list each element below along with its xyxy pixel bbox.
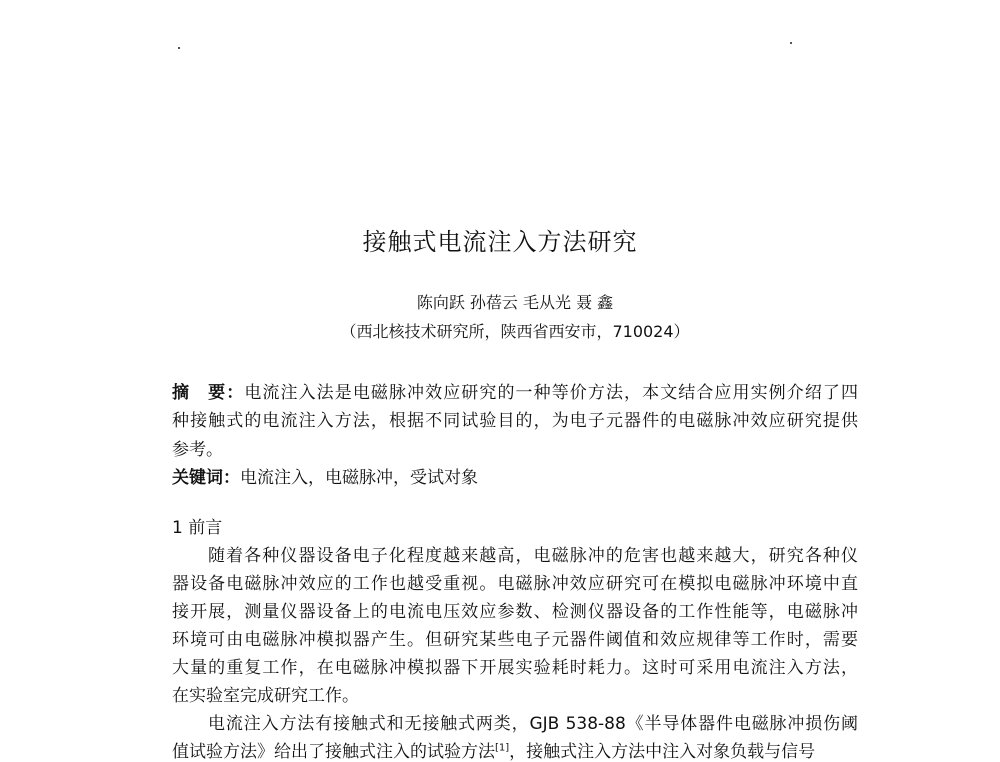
body-line: 环境可由电磁脉冲模拟器产生。但研究某些电子元器件阈值和效应规律等工作时，需要 [172, 630, 858, 650]
keywords-label: 关键词： [172, 468, 240, 488]
body-line: 器设备电磁脉冲效应的工作也越受重视。电磁脉冲效应研究可在模拟电磁脉冲环境中直 [172, 574, 858, 594]
abstract-line: 参考。 [172, 440, 223, 460]
affiliation: （西北核技术研究所，陕西省西安市，710024） [340, 322, 690, 341]
abstract-line: 摘 要：电流注入法是电磁脉冲效应研究的一种等价方法，本文结合应用实例介绍了四 [172, 383, 859, 403]
paper-title: 接触式电流注入方法研究 [362, 228, 638, 256]
section-heading: 1 前言 [172, 518, 223, 538]
citation: [1] [495, 742, 510, 754]
abstract-line: 种接触式的电流注入方法，根据不同试验目的，为电子元器件的电磁脉冲效应研究提供 [172, 411, 858, 431]
body-line: 电流注入方法有接触式和无接触式两类，GJB 538-88《半导体器件电磁脉冲损伤阈 [208, 714, 858, 734]
body-line: 在实验室完成研究工作。 [172, 686, 359, 706]
scan-speck [790, 42, 792, 44]
keywords: 关键词：电流注入，电磁脉冲，受试对象 [172, 468, 478, 488]
scan-speck [178, 47, 180, 49]
abstract-label: 摘 要： [172, 383, 245, 403]
body-line: 接开展，测量仪器设备上的电流电压效应参数、检测仪器设备的工作性能等，电磁脉冲 [172, 602, 858, 622]
body-line: 大量的重复工作，在电磁脉冲模拟器下开展实验耗时耗力。这时可采用电流注入方法， [172, 658, 858, 678]
body-line: 随着各种仪器设备电子化程度越来越高，电磁脉冲的危害也越来越大，研究各种仪 [208, 546, 858, 566]
authors: 陈向跃 孙蓓云 毛从光 聂 鑫 [416, 293, 614, 312]
body-line: 值试验方法》给出了接触式注入的试验方法[1]，接触式注入方法中注入对象负载与信号 [172, 742, 816, 762]
